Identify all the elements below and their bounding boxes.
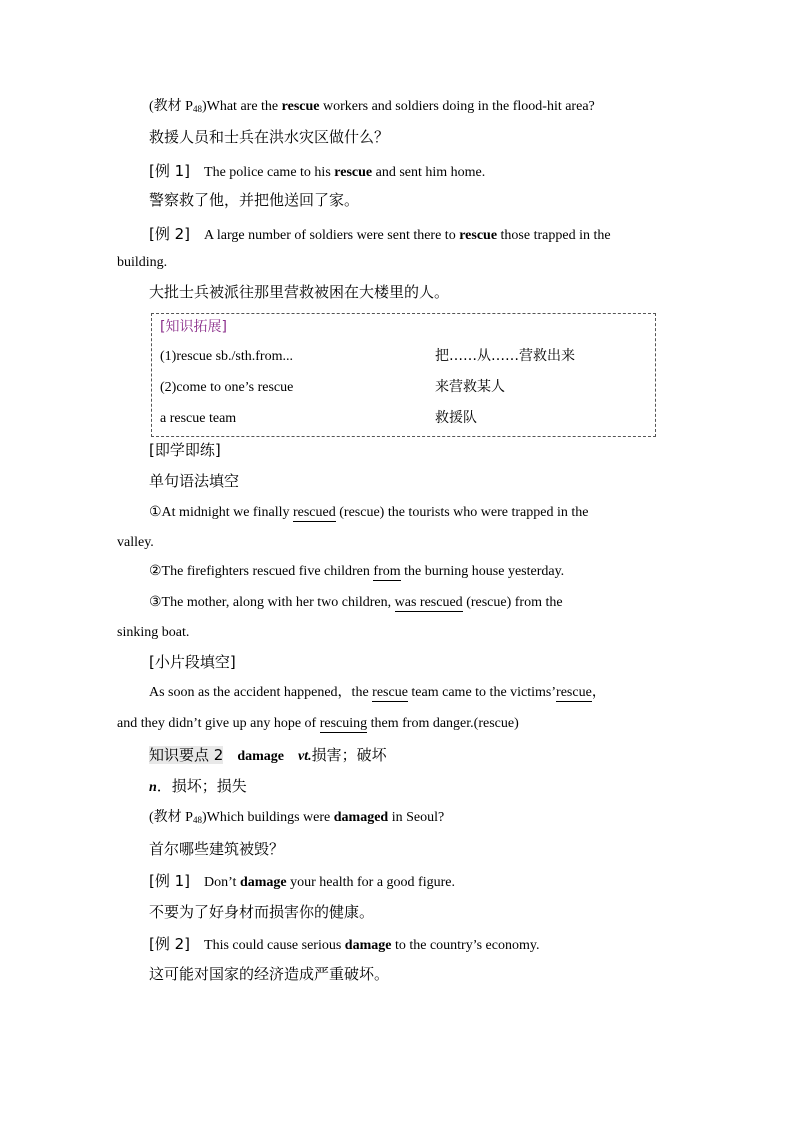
expansion-row-2-en: (2)come to one’s rescue bbox=[160, 380, 294, 395]
example-2 bbox=[149, 224, 611, 246]
point-label: 知识要点 2 bbox=[149, 746, 224, 764]
source-suffix: ) bbox=[201, 99, 207, 114]
source-prefix: (教材 P bbox=[149, 810, 193, 825]
translation-6: 这可能对国家的经济造成严重破坏。 bbox=[149, 965, 390, 983]
sentence-text: Don’t bbox=[204, 875, 240, 890]
sentence-text: ①At midnight we finally bbox=[149, 505, 293, 520]
expansion-row-1-cn: 把……从……营救出来 bbox=[435, 348, 575, 364]
sentence-text: (rescue) the tourists who were trapped in the bbox=[335, 505, 589, 520]
source-suffix: ) bbox=[201, 810, 207, 825]
sentence-text: The police came to his bbox=[204, 165, 335, 180]
keyword: damaged bbox=[333, 810, 389, 825]
example-label: [例 1] bbox=[149, 162, 191, 180]
fill-line-2 bbox=[117, 714, 519, 734]
example-label: [例 2] bbox=[149, 935, 191, 953]
expansion-row-2-cn: 来营救某人 bbox=[435, 379, 505, 395]
practice-item-3 bbox=[149, 593, 563, 613]
knowledge-point-2 bbox=[149, 745, 387, 767]
answer-blank: from bbox=[373, 564, 401, 579]
answer-blank: rescue bbox=[372, 685, 408, 700]
sentence-text: and they didn’t give up any hope of bbox=[117, 716, 320, 731]
page-subscript: 48 bbox=[192, 815, 202, 825]
example-2-continued: building. bbox=[117, 255, 168, 270]
practice-item-1 bbox=[149, 503, 588, 523]
keyword: rescue bbox=[459, 228, 498, 243]
meaning: ．损坏；损失 bbox=[156, 777, 247, 795]
translation-3: 大批士兵被派往那里营救被困在大楼里的人。 bbox=[149, 283, 450, 301]
sentence-text: them from danger.(rescue) bbox=[367, 716, 519, 731]
example-3 bbox=[149, 871, 455, 893]
fill-line-1 bbox=[149, 683, 606, 703]
translation-2: 警察救了他，并把他送回了家。 bbox=[149, 191, 360, 209]
practice-item-1-continued: valley. bbox=[117, 535, 154, 550]
practice-title: [即学即练] bbox=[149, 441, 221, 459]
answer-blank: rescued bbox=[292, 505, 336, 520]
translation-4: 首尔哪些建筑被毁？ bbox=[149, 840, 285, 858]
sentence-text: the burning house yesterday. bbox=[400, 564, 565, 579]
page-subscript: 48 bbox=[192, 104, 202, 114]
sentence-text: and sent him home. bbox=[372, 165, 486, 180]
sentence-text: team came to the victims’ bbox=[407, 685, 557, 700]
expansion-row-3-en: a rescue team bbox=[160, 411, 237, 426]
box-title: [知识拓展] bbox=[160, 319, 227, 335]
sentence-text: As soon as the accident happened，the bbox=[149, 685, 373, 700]
sentence-text: ③The mother, along with her two children, bbox=[149, 595, 395, 610]
sentence-text: ②The firefighters rescued five children bbox=[149, 564, 374, 579]
headword: damage bbox=[237, 749, 284, 764]
sentence-text: those trapped in the bbox=[497, 228, 611, 243]
practice-item-2 bbox=[149, 562, 564, 582]
sentence-text: A large number of soldiers were sent there to bbox=[204, 228, 460, 243]
sentence-text: workers and soldiers doing in the flood-hit area? bbox=[319, 99, 595, 114]
sentence-text: What are the bbox=[206, 99, 282, 114]
textbook-question-2 bbox=[149, 808, 444, 828]
part-of-speech: vt. bbox=[297, 749, 312, 764]
example-4 bbox=[149, 934, 539, 956]
knowledge-expansion-box bbox=[151, 313, 656, 437]
sentence-text: to the country’s economy. bbox=[391, 938, 540, 953]
sentence-text: in Seoul? bbox=[388, 810, 445, 825]
sentence-text: ， bbox=[591, 685, 606, 700]
example-label: [例 1] bbox=[149, 872, 191, 890]
example-label: [例 2] bbox=[149, 225, 191, 243]
sentence-text: Which buildings were bbox=[206, 810, 334, 825]
sentence-text: This could cause serious bbox=[204, 938, 345, 953]
sentence-text: (rescue) from the bbox=[462, 595, 563, 610]
example-1 bbox=[149, 161, 485, 183]
keyword: rescue bbox=[281, 99, 320, 114]
meaning: 损害；破坏 bbox=[311, 746, 387, 764]
answer-blank: rescue bbox=[556, 685, 592, 700]
part-of-speech: n bbox=[149, 780, 157, 795]
fill-title: [小片段填空] bbox=[149, 653, 236, 671]
answer-blank: rescuing bbox=[319, 716, 368, 731]
keyword: rescue bbox=[334, 165, 373, 180]
answer-blank: was rescued bbox=[394, 595, 463, 610]
translation-5: 不要为了好身材而损害你的健康。 bbox=[149, 903, 375, 921]
translation-1: 救援人员和士兵在洪水灾区做什么？ bbox=[149, 128, 390, 146]
keyword: damage bbox=[239, 875, 287, 890]
textbook-question-1 bbox=[149, 97, 595, 117]
expansion-row-3-cn: 救援队 bbox=[435, 410, 477, 426]
sentence-text: your health for a good figure. bbox=[286, 875, 455, 890]
practice-item-3-continued: sinking boat. bbox=[117, 625, 190, 640]
source-prefix: (教材 P bbox=[149, 99, 193, 114]
keyword: damage bbox=[344, 938, 392, 953]
practice-subtitle: 单句语法填空 bbox=[149, 472, 240, 490]
expansion-row-1-en: (1)rescue sb./sth.from... bbox=[160, 349, 293, 364]
knowledge-point-2-noun bbox=[149, 776, 247, 798]
